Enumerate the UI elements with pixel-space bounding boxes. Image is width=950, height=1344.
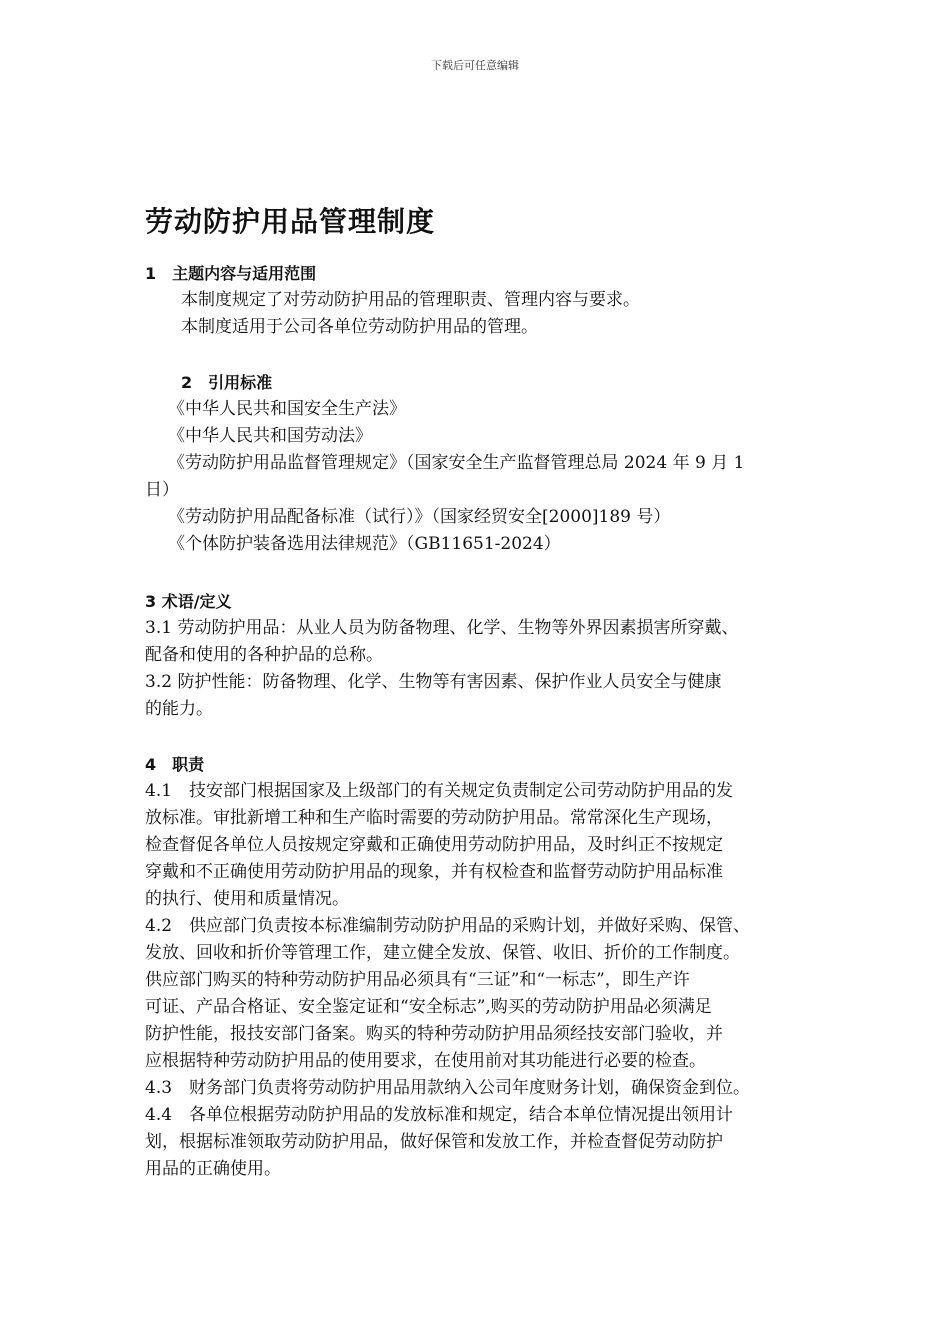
responsibility-line: 用品的正确使用。 <box>145 1159 281 1179</box>
reference-item: 《劳动防护用品配备标准（试行）》（国家经贸安全[2000]189 号） <box>168 507 671 527</box>
reference-item: 《中华人民共和国安全生产法》 <box>168 399 406 419</box>
definition-line: 配备和使用的各种护品的总称。 <box>145 645 383 665</box>
definition-line: 3.2 防护性能：防备物理、化学、生物等有害因素、保护作业人员安全与健康 <box>145 672 722 692</box>
section-heading-definitions: 3 术语/定义 <box>145 592 232 611</box>
responsibility-line: 4.3 财务部门负责将劳动防护用品用款纳入公司年度财务计划，确保资金到位。 <box>145 1078 751 1098</box>
reference-item: 《劳动防护用品监督管理规定》（国家安全生产监督管理总局 2024 年 9 月 1 <box>168 453 745 473</box>
responsibility-line: 检查督促各单位人员按规定穿戴和正确使用劳动防护用品，及时纠正不按规定 <box>145 835 723 855</box>
reference-item-continued: 日） <box>145 480 179 500</box>
responsibility-line: 划，根据标准领取劳动防护用品，做好保管和发放工作，并检查督促劳动防护 <box>145 1132 723 1152</box>
section-responsibilities <box>145 751 825 1183</box>
responsibility-line: 放标准。审批新增工种和生产临时需要的劳动防护用品。常常深化生产现场， <box>145 808 723 828</box>
responsibility-line: 的执行、使用和质量情况。 <box>145 889 349 909</box>
responsibility-line: 可证、产品合格证、安全鉴定证和“安全标志”,购买的劳动防护用品必须满足 <box>145 997 712 1017</box>
responsibility-line: 发放、回收和折价等管理工作，建立健全发放、保管、收旧、折价的工作制度。 <box>145 943 740 963</box>
header-note: 下载后可任意编辑 <box>431 59 519 72</box>
definition-line: 的能力。 <box>145 699 213 719</box>
responsibility-line: 4.2 供应部门负责按本标准编制劳动防护用品的采购计划，并做好采购、保管、 <box>145 916 751 936</box>
responsibility-line: 防护性能，报技安部门备案。购买的特种劳动防护用品须经技安部门验收，并 <box>145 1024 723 1044</box>
document-title: 劳动防护用品管理制度 <box>145 205 436 238</box>
responsibility-line: 应根据特种劳动防护用品的使用要求，在使用前对其功能进行必要的检查。 <box>145 1051 706 1071</box>
definition-line: 3.1 劳动防护用品：从业人员为防备物理、化学、生物等外界因素损害所穿戴、 <box>145 618 739 638</box>
reference-item: 《个体防护装备选用法律规范》（GB11651-2024） <box>168 534 561 554</box>
scope-line-2: 本制度适用于公司各单位劳动防护用品的管理。 <box>181 317 538 337</box>
responsibility-line: 穿戴和不正确使用劳动防护用品的现象，并有权检查和监督劳动防护用品标准 <box>145 862 723 882</box>
section-definitions <box>145 588 825 723</box>
reference-item: 《中华人民共和国劳动法》 <box>168 426 372 446</box>
section-heading-references: 2 引用标准 <box>181 373 273 392</box>
scope-line-1: 本制度规定了对劳动防护用品的管理职责、管理内容与要求。 <box>181 290 640 310</box>
responsibility-line: 供应部门购买的特种劳动防护用品必须具有“三证”和“一标志”，即生产许 <box>145 970 690 990</box>
section-references <box>145 369 825 558</box>
section-scope <box>145 260 825 341</box>
responsibility-line: 4.4 各单位根据劳动防护用品的发放标准和规定，结合本单位情况提出领用计 <box>145 1105 734 1125</box>
section-heading-responsibilities: 4 职责 <box>145 755 205 774</box>
responsibility-line: 4.1 技安部门根据国家及上级部门的有关规定负责制定公司劳动防护用品的发 <box>145 781 734 801</box>
section-heading-scope: 1 主题内容与适用范围 <box>145 264 317 283</box>
